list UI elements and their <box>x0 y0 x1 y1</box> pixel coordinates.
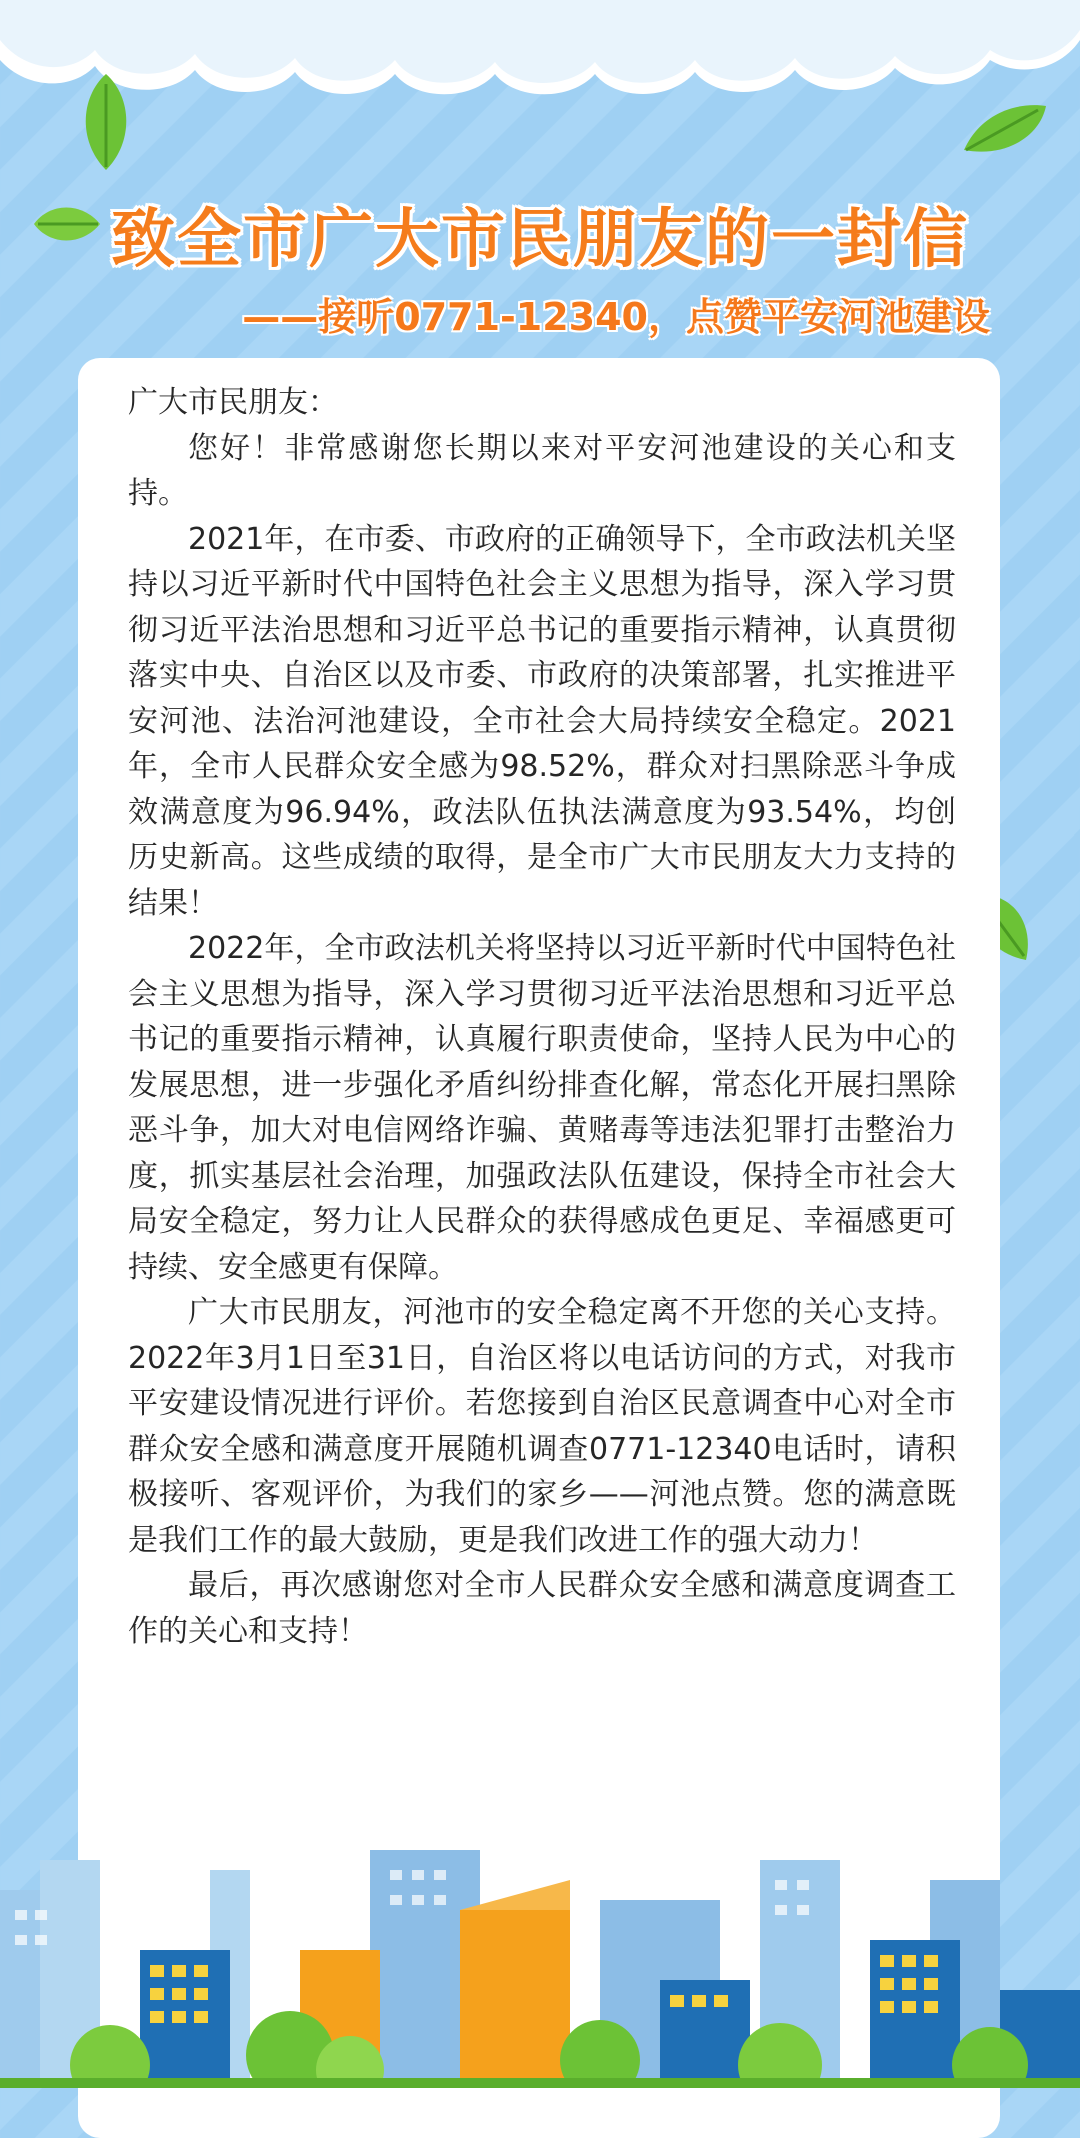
letter-paragraph: 广大市民朋友，河池市的安全稳定离不开您的关心支持。2022年3月1日至31日，自治区将以电话访问的方式，对我市平安建设情况进行评价。若您接到自治区民意调查中心对全市群众安全感和满意度开展随机调查0771-12340电话时，请积极接听、客观评价，为我们的家乡——河池点赞。您的满意既是我们工作的最大鼓励，更是我们改进工作的强大动力！ <box>128 1295 956 1558</box>
leaf-icon <box>962 100 1048 160</box>
letter-paragraph: 2022年，全市政法机关将坚持以习近平新时代中国特色社会主义思想为指导，深入学习贯彻习近平法治思想和习近平总书记的重要指示精神，认真履行职责使命，坚持人民为中心的发展思想，进一步强化矛盾纠纷排查化解，常态化开展扫黑除恶斗争，加大对电信网络诈骗、黄赌毒等违法犯罪打击整治力度，抓实基层社会治理，加强政法队伍建设，保持全市社会大局安全稳定，努力让人民群众的获得感成色更足、幸福感更可持续、安全感更有保障。 <box>128 931 956 1285</box>
leaf-icon <box>76 72 136 172</box>
letter-paragraph: 您好！非常感谢您长期以来对平安河池建设的关心和支持。 <box>128 430 956 511</box>
cloud-border <box>0 0 1080 110</box>
letter-salutation: 广大市民朋友： <box>128 385 338 420</box>
letter-body <box>128 380 956 1654</box>
letter-paragraph: 最后，再次感谢您对全市人民群众安全感和满意度调查工作的关心和支持！ <box>128 1568 956 1649</box>
page-subtitle: ——接听0771-12340，点赞平安河池建设 <box>242 295 990 339</box>
page-title: 致全市广大市民朋友的一封信 <box>111 203 969 277</box>
city-skyline-icon <box>0 1840 1080 2088</box>
letter-paragraph: 2021年，在市委、市政府的正确领导下，全市政法机关坚持以习近平新时代中国特色社会主义思想为指导，深入学习贯彻习近平法治思想和习近平总书记的重要指示精神，认真贯彻落实中央、自治区以及市委、市政府的决策部署，扎实推进平安河池、法治河池建设，全市社会大局持续安全稳定。2021年，全市人民群众安全感为98.52%，群众对扫黑除恶斗争成效满意度为96.94%，政法队伍执法满意度为93.54%，均创历史新高。这些成绩的取得，是全市广大市民朋友大力支持的结果！ <box>128 521 956 921</box>
